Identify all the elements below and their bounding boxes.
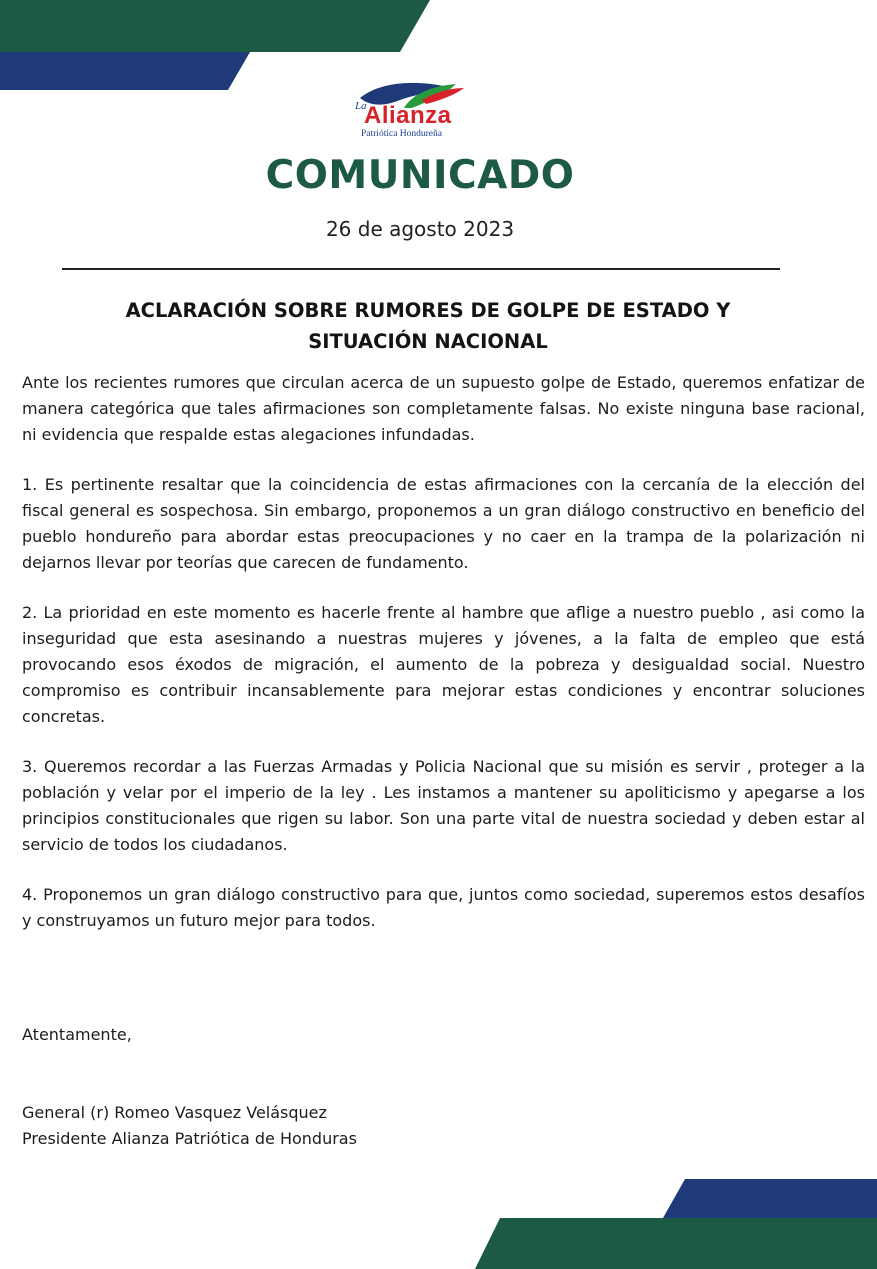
paragraph-point-1: 1. Es pertinente resaltar que la coincidencia de estas afirmaciones con la cercanía de la elección del fiscal general es sospechosa. Sin embargo, proponemos a un gran diálogo constructivo en beneficio del pueblo hondureño para abordar estas preocupaciones y no caer en la trampa de la polarización ni dejarnos llevar por teorías que carecen de fundamento. [22, 475, 865, 572]
paragraph-intro: Ante los recientes rumores que circulan acerca de un supuesto golpe de Estado, queremos enfatizar de manera categórica que tales afirmaciones son completamente falsas. No existe ninguna base racional, ni evidencia que respalde estas alegaciones infundadas. [22, 373, 865, 444]
paragraph-point-2: 2. La prioridad en este momento es hacerle frente al hambre que aflige a nuestro pueblo , asi como la inseguridad que esta asesinando a nuestras mujeres y jóvenes, a la falta de empleo que está provocando esos éxodos de migración, el aumento de la pobreza y desigualdad social. Nuestro compromiso es contribuir incansablemente para mejorar estas condiciones y encontrar soluciones concretas. [22, 603, 865, 726]
header-divider [62, 268, 780, 270]
subject-line-1: ACLARACIÓN SOBRE RUMORES DE GOLPE DE ESTADO Y [125, 299, 731, 322]
page-title: COMUNICADO [265, 153, 575, 198]
subject-heading [60, 295, 796, 357]
signatory-position: Presidente Alianza Patriótica de Honduras [22, 1129, 357, 1148]
logo-small-text: La [355, 100, 367, 112]
party-logo [352, 78, 470, 144]
paragraph-point-4: 4. Proponemos un gran diálogo constructivo para que, juntos como sociedad, superemos estos desafíos y construyamos un futuro mejor para todos. [22, 885, 865, 930]
subject-line-2: SITUACIÓN NACIONAL [308, 330, 548, 353]
document-date: 26 de agosto 2023 [325, 217, 515, 241]
bottom-decorative-bands [0, 1175, 877, 1269]
logo-subtitle: Patriótica Hondureña [361, 129, 442, 139]
logo-name: Alianza [364, 102, 452, 129]
signatory-name: General (r) Romeo Vasquez Velásquez [22, 1103, 327, 1122]
closing-salutation: Atentamente, [22, 1025, 132, 1044]
signature-block [22, 1100, 357, 1152]
document-body [22, 370, 865, 934]
paragraph-point-3: 3. Queremos recordar a las Fuerzas Armadas y Policia Nacional que su misión es servir , proteger a la población y velar por el imperio de la ley . Les instamos a mantener su apoliticismo y apegarse a los principios constitucionales que rigen su labor. Son una parte vital de nuestra sociedad y deben estar al servicio de todos los ciudadanos. [22, 757, 865, 854]
